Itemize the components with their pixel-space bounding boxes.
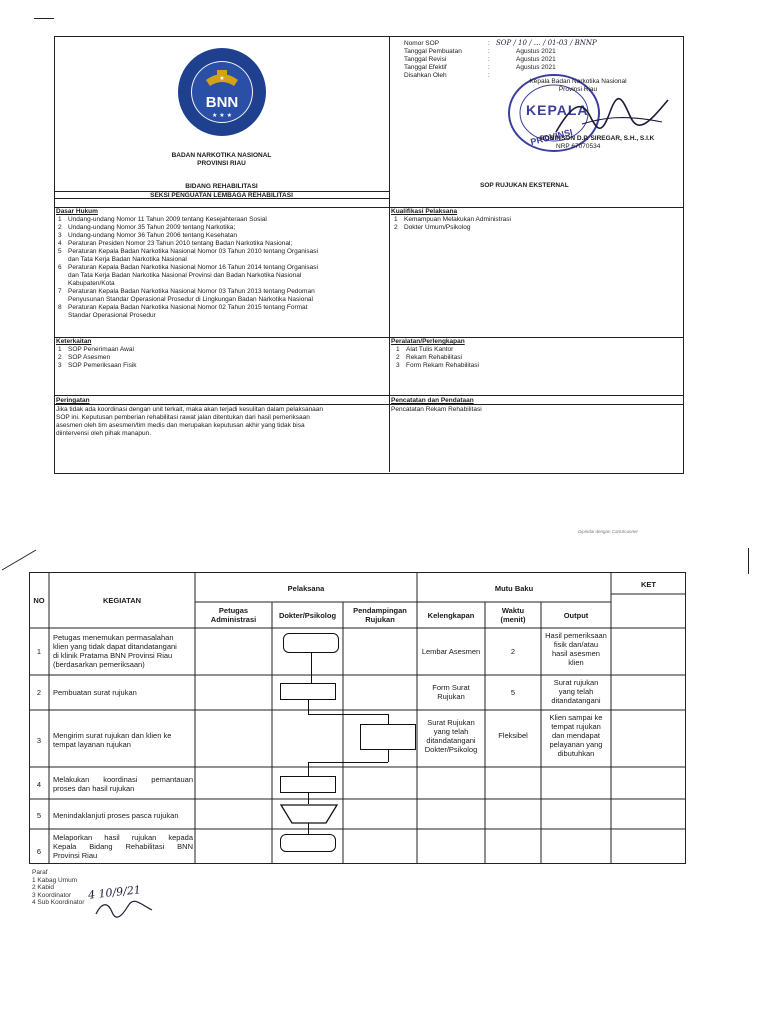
- flow-start-box: [283, 633, 339, 653]
- row-2-kelengkapan: Form Surat Rujukan: [432, 683, 470, 701]
- sop-meta: Nomor SOP : SOP / 10 / … / 01-03 / BNNP Tanggal Pembuatan : Agustus 2021 Tanggal Revisi : Agustus 2021 Tanggal Efektif : Agustus 2021 Disahkan Oleh :: [404, 39, 597, 79]
- dasar-hukum-item: [58, 240, 386, 248]
- dasar-hukum-item: [58, 248, 386, 264]
- row-5-no: 5: [36, 811, 42, 820]
- col-ket: KET: [641, 580, 656, 589]
- col-output: Output: [563, 611, 589, 620]
- signer-nrp: NRP 67070534: [556, 143, 601, 150]
- sop-title: SOP RUJUKAN EKSTERNAL: [480, 182, 569, 189]
- peralatan-heading: Peralatan/Perlengkapan: [391, 338, 465, 345]
- row-1-kelengkapan: Lembar Asesmen: [421, 647, 481, 656]
- peringatan-text: Jika tidak ada koordinasi dengan unit terkait, maka akan terjadi kesulitan dalam pelaksanaan SOP ini. Keputusan pemberian rehabilitasi rawat jalan ditentukan dari hasil pemeriksaan asesmen oleh tim asesmen/tim medis dan merupakan keputusan akhir yang tidak bisa diintervensi oleh pihak manapun.: [56, 406, 324, 437]
- svg-text:★ ★ ★: ★ ★ ★: [212, 112, 232, 119]
- dasar-hukum-item: [58, 288, 386, 304]
- signer-title: Kepala Badan Narkotika Nasional Provinsi Riau: [529, 78, 627, 93]
- dasar-hukum-item-text: Peraturan Kepala Badan Narkotika Nasional Nomor 03 Tahun 2013 tentang Pedoman: [68, 288, 315, 295]
- dasar-hukum-item-text: Peraturan Kepala Badan Narkotika Nasional Nomor 03 Tahun 2010 tentang Organisasi: [68, 248, 318, 255]
- dasar-hukum-item-number: 6: [58, 264, 62, 271]
- dasar-hukum-item-number: 8: [58, 304, 62, 311]
- scanner-note: Dipindai dengan CamScanner: [578, 529, 639, 534]
- dasar-hukum-item-number: 1: [58, 216, 62, 223]
- peringatan-heading: Peringatan: [56, 397, 90, 404]
- flow-arrow: [388, 750, 389, 762]
- flow-process-box-2: [280, 683, 336, 700]
- dasar-hukum-list: [58, 216, 386, 320]
- row-3-output: Klien sampai ke tempat rujukan dan mendapat pelayanan yang dibutuhkan: [549, 713, 603, 758]
- flow-arrow: [388, 714, 389, 724]
- dasar-hukum-item-number: 7: [58, 288, 62, 295]
- dasar-hukum-item-text: Peraturan Presiden Nomor 23 Tahun 2010 tentang Badan Narkotika Nasional;: [68, 240, 293, 247]
- svg-text:★: ★: [219, 75, 225, 82]
- col-dokter: Dokter/Psikolog: [278, 611, 337, 620]
- dasar-hukum-item: [58, 224, 386, 232]
- dasar-hukum-item-text: Undang-undang Nomor 11 Tahun 2009 tentang Kesejahteraan Sosial: [68, 216, 267, 223]
- row-3-kegiatan: Mengirim surat rujukan dan klien ke tempat layanan rujukan: [53, 731, 172, 749]
- col-no: NO: [33, 596, 45, 605]
- flow-arrow: [308, 700, 309, 714]
- dasar-hukum-item-number: 4: [58, 240, 62, 247]
- dasar-hukum-item-text: Undang-undang Nomor 36 Tahun 2006 tentang Kesehatan: [68, 232, 238, 239]
- paraf-handwriting: 4 10/9/21: [87, 883, 142, 902]
- col-mutu-baku: Mutu Baku: [494, 584, 534, 593]
- row-2-kegiatan: Pembuatan surat rujukan: [53, 688, 137, 697]
- peralatan-list: 1 Alat Tulis Kantor 2 Rekam Rehabilitasi 3 Form Rekam Rehabilitasi: [396, 346, 479, 369]
- dasar-hukum-item: [58, 264, 386, 288]
- col-kelengkapan: Kelengkapan: [427, 611, 475, 620]
- flow-process-box-4: [280, 776, 336, 793]
- flow-arrow: [308, 714, 388, 715]
- dasar-hukum-item-text: dan Tata Kerja Badan Narkotika Nasional Provinsi dan Badan Narkotika Nasional: [68, 272, 302, 279]
- row-6-kegiatan: Melaporkan hasil rujukan kepada Kepala Bidang Rehabilitasi BNN Provinsi Riau: [53, 833, 193, 860]
- dasar-hukum-item-text: dan Tata Kerja Badan Narkotika Nasional: [68, 256, 187, 263]
- row-6-no: 6: [36, 847, 42, 856]
- dasar-hukum-heading: Dasar Hukum: [56, 208, 98, 215]
- dasar-hukum-item-text: Kabupaten/Kota: [68, 280, 115, 287]
- paraf-signature: [94, 898, 154, 918]
- bnn-logo: [176, 46, 268, 138]
- kualifikasi-list: 1 Kemampuan Melakukan Administrasi 2 Dokter Umum/Psikolog: [394, 216, 511, 231]
- signer-name: ROBINSON D.P. SIREGAR, S.H., S.I.K: [540, 135, 655, 142]
- dasar-hukum-item-text: Peraturan Kepala Badan Narkotika Nasional Nomor 16 Tahun 2014 tentang Organisasi: [68, 264, 318, 271]
- row-1-output: Hasil pemeriksaan fisik dan/atau hasil asesmen klien: [545, 631, 607, 667]
- row-2-waktu: 5: [510, 688, 516, 697]
- flow-arrow: [308, 793, 309, 804]
- row-2-no: 2: [36, 688, 42, 697]
- official-stamp: KEPALA PROVINSI: [506, 72, 602, 154]
- flow-process-box-3: [360, 724, 416, 750]
- kualifikasi-heading: Kualifikasi Pelaksana: [391, 208, 458, 215]
- flow-arrow: [308, 823, 309, 834]
- scan-edge-mark: [0, 548, 40, 572]
- dasar-hukum-item: [58, 216, 386, 224]
- col-pendamping: Pendampingan Rujukan: [353, 606, 407, 624]
- flow-table: [29, 572, 686, 864]
- row-5-kegiatan: Menindaklanjuti proses pasca rujukan: [53, 811, 179, 820]
- dasar-hukum-item: [58, 304, 386, 320]
- dasar-hukum-item-number: 2: [58, 224, 62, 231]
- dasar-hukum-item-text: Peraturan Kepala Badan Narkotika Nasional Nomor 02 Tahun 2015 tentang Format: [68, 304, 308, 311]
- row-3-waktu: Fleksibel: [498, 731, 528, 740]
- dasar-hukum-item-number: 3: [58, 232, 62, 239]
- col-petugas: Petugas Administrasi: [210, 606, 257, 624]
- row-4-no: 4: [36, 780, 42, 789]
- row-4-kegiatan: Melakukan koordinasi pemantauan proses dan hasil rujukan: [53, 775, 193, 793]
- flow-arrow: [308, 762, 309, 776]
- row-3-no: 3: [36, 736, 42, 745]
- flow-arrow: [311, 653, 312, 683]
- org-name: BADAN NARKOTIKA NASIONAL PROVINSI RIAU: [171, 152, 272, 167]
- paraf-block: Paraf 1 Kabag Umum 2 Kabid 3 Koordinator 4 Sub Koordinator: [32, 869, 85, 906]
- pencatatan-heading: Pencatatan dan Pendataan: [391, 397, 474, 404]
- col-pelaksana: Pelaksana: [287, 584, 325, 593]
- keterkaitan-list: 1 SOP Penerimaan Awal 2 SOP Asesmen 3 SOP Pemeriksaan Fisik: [58, 346, 137, 369]
- row-1-waktu: 2: [510, 647, 516, 656]
- col-waktu: Waktu (menit): [500, 606, 526, 624]
- keterkaitan-heading: Keterkaitan: [56, 338, 92, 345]
- division-name: BIDANG REHABILITASI SEKSI PENGUATAN LEMBAGA REHABILITASI: [150, 183, 293, 199]
- flow-end-box: [280, 834, 336, 852]
- signature: [552, 94, 672, 140]
- scan-mark: [34, 18, 54, 19]
- row-1-no: 1: [36, 647, 42, 656]
- flow-arrow: [308, 762, 388, 763]
- dasar-hukum-item: [58, 232, 386, 240]
- col-kegiatan: KEGIATAN: [102, 596, 142, 605]
- flow-manual-operation-shape: [280, 804, 338, 824]
- row-1-kegiatan: Petugas menemukan permasalahan klien yang tidak dapat ditandatangani di klinik Pratama BNN Provinsi Riau (berdasarkan pemeriksaan): [53, 633, 177, 669]
- pencatatan-text: Pencatatan Rekam Rehabilitasi: [391, 406, 482, 413]
- dasar-hukum-item-text: Standar Operasional Prosedur: [68, 312, 156, 319]
- row-2-output: Surat rujukan yang telah ditandatangani: [551, 678, 601, 705]
- dasar-hukum-item-text: Undang-undang Nomor 35 Tahun 2009 tentang Narkotika;: [68, 224, 236, 231]
- dasar-hukum-item-number: 5: [58, 248, 62, 255]
- logo-text: BNN: [205, 94, 239, 111]
- dasar-hukum-item-text: Penyusunan Standar Operasional Prosedur di Lingkungan Badan Narkotika Nasional: [68, 296, 313, 303]
- row-3-kelengkapan: Surat Rujukan yang telah ditandatangani Dokter/Psikolog: [424, 718, 478, 754]
